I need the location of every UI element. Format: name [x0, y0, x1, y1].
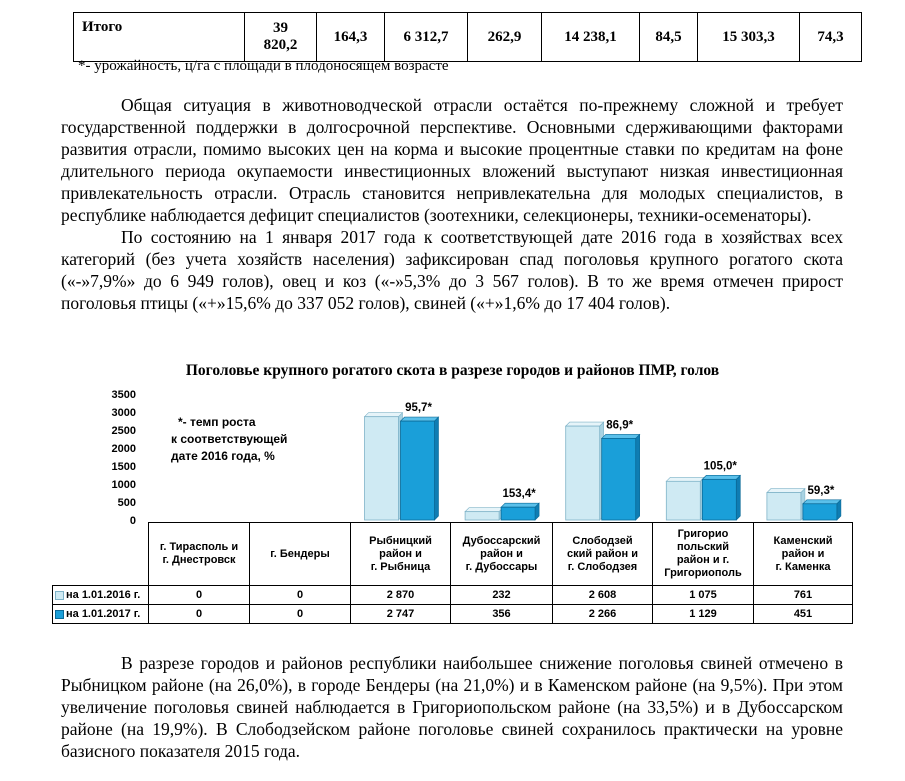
bar-top: [401, 417, 439, 421]
legend-swatch-2017: [55, 610, 64, 619]
category-label-line: г. Каменка: [775, 560, 831, 573]
bar-2016: [465, 512, 499, 520]
value-cell: 761: [754, 586, 853, 605]
legend-2016: [53, 586, 149, 605]
bar-top: [465, 508, 503, 512]
value-cell: 0: [149, 586, 250, 605]
bar-side: [636, 434, 640, 520]
growth-rate-label: 105,0*: [703, 460, 737, 473]
bar-top: [501, 503, 539, 507]
category-label: [351, 523, 451, 586]
category-label-line: г. Бендеры: [270, 547, 330, 560]
paragraph-text: Общая ситуация в животноводческой отрасли остаётся по-прежнему сложной и требует государственной поддержки в долгосрочной перспективе. Основными сдерживающими факторами развития отрасли, помимо высоких цен на корма и высокие процентные ставки по кредитам на фоне длительного периода окупаемости инвестиционных вложений выступают низкая инвестиционная привлекательность отрасли. Отрасль становится непривлекательна для молодых специалистов, в республике наблюдается дефицит специалистов (зоотехники, селекционеры, техники-осеменаторы).: [61, 95, 843, 225]
category-label-line: Григорио: [677, 528, 729, 540]
category-label-line: район и: [781, 547, 825, 560]
paragraph-text: В разрезе городов и районов республики наибольшее снижение поголовья свиней отмечено в Рыбницком районе (на 26,0%), в городе Бендеры (на 21,0%) и в Каменском районе (на 9,5%). При этом увеличение поголовья свиней наблюдается в Григориопольском районе (на 33,5%) и в Дубоссарском районе (на 19,9%). В Слободзейском районе поголовье свиней сохранилось практически на уровне базисного показателя 2015 года.: [61, 653, 843, 761]
growth-rate-label: 59,3*: [807, 484, 835, 497]
bar-top: [602, 434, 640, 438]
growth-rate-label: 95,7*: [405, 402, 432, 415]
category-label-line: г. Дубоссары: [465, 560, 538, 573]
summary-table: [73, 12, 862, 62]
value-cell: 2 870: [351, 586, 451, 605]
value-cell: 356: [451, 605, 553, 624]
paragraph-pigs-by-region: [61, 652, 843, 762]
paragraph-livestock-situation: [61, 94, 843, 314]
category-label-line: Григориополь: [664, 567, 742, 579]
summary-cell: 84,5: [640, 13, 698, 62]
category-row: [53, 523, 853, 586]
summary-cell: 14 238,1: [542, 13, 640, 62]
series-row-2017: [53, 605, 853, 624]
value-cell: 451: [754, 605, 853, 624]
bar-2016: [566, 426, 600, 520]
value-cell: 232: [451, 586, 553, 605]
value-cell: 0: [250, 605, 351, 624]
category-label-line: ский район и: [567, 547, 638, 560]
category-label: [653, 523, 754, 586]
bar-side: [700, 477, 704, 520]
bar-2016: [365, 417, 399, 520]
y-tick-label: 1000: [111, 479, 136, 491]
value-cell: 2 608: [553, 586, 653, 605]
bar-2017: [602, 438, 636, 520]
value-cell: 0: [250, 586, 351, 605]
category-label-line: Слободзей: [572, 534, 633, 547]
category-label-line: район и: [480, 547, 523, 560]
category-label: [250, 523, 351, 586]
bar-top: [767, 489, 805, 493]
chart-note-line: дате 2016 года, %: [171, 449, 275, 463]
chart-note: [171, 415, 287, 463]
category-label: [451, 523, 553, 586]
category-label-line: г. Рыбница: [370, 560, 431, 573]
bar-side: [837, 500, 841, 520]
growth-rate-label: 153,4*: [502, 488, 536, 501]
category-label-line: район и г.: [676, 554, 730, 566]
bar-2017: [501, 507, 535, 520]
table-corner: [53, 523, 149, 586]
category-label-line: Дубоссарский: [462, 534, 541, 547]
summary-cell: 39 820,2: [245, 13, 317, 62]
value-cell: 1 129: [653, 605, 754, 624]
legend-label: на 1.01.2016 г.: [66, 589, 141, 601]
table-footnote: *- урожайность, ц/га с площади в плодоносящем возрасте: [78, 58, 449, 74]
bar-top: [803, 500, 841, 504]
category-label: [553, 523, 653, 586]
bar-side: [499, 508, 503, 520]
chart-data-table: [52, 522, 853, 624]
summary-row-label: Итого: [74, 13, 245, 62]
bar-side: [535, 503, 539, 520]
bar-side: [801, 489, 805, 520]
bar-2017: [702, 479, 736, 520]
legend-label: на 1.01.2017 г.: [66, 608, 141, 620]
y-axis: [112, 389, 136, 527]
summary-cell: 15 303,3: [698, 13, 800, 62]
bar-2017: [401, 421, 435, 520]
y-tick-label: 3500: [111, 389, 136, 401]
chart-note-line: к соответствующей: [171, 432, 288, 446]
value-cell: 0: [149, 605, 250, 624]
chart-title: Поголовье крупного рогатого скота в разрезе городов и районов ПМР, голов: [185, 362, 720, 379]
bar-2016: [666, 481, 700, 520]
y-tick-label: 500: [117, 497, 136, 509]
summary-cell: 262,9: [468, 13, 542, 62]
category-label-line: г. Слободзея: [567, 560, 638, 573]
y-tick-label: 1500: [111, 461, 136, 473]
bar-top: [702, 475, 740, 479]
summary-row-total: [74, 13, 862, 62]
bar-top: [365, 413, 403, 417]
bar-top: [566, 422, 604, 426]
y-tick-label: 0: [129, 515, 136, 527]
value-cell: 2 266: [553, 605, 653, 624]
legend-swatch-2016: [55, 591, 64, 600]
bar-2016: [767, 493, 801, 520]
value-cell: 1 075: [653, 586, 754, 605]
chart-note-line: *- темп роста: [178, 415, 256, 429]
category-label-line: район и: [379, 547, 422, 560]
y-tick-label: 3000: [111, 407, 136, 419]
growth-rate-label: 86,9*: [606, 419, 634, 432]
value-cell: 2 747: [351, 605, 451, 624]
category-label: [754, 523, 853, 586]
category-label-line: Рыбницкий: [369, 534, 432, 547]
bar-side: [600, 422, 604, 520]
category-label-line: г. Днестровск: [162, 554, 236, 566]
bar-side: [435, 417, 439, 520]
series-row-2016: [53, 586, 853, 605]
paragraph-text: По состоянию на 1 января 2017 года к соответствующей дате 2016 года в хозяйствах всех категорий (без учета хозяйств населения) зафиксирован спад поголовья крупного рогатого скота («-»7,9%» до 6 949 голов), овец и коз («-»5,3% до 3 567 голов). В то же время отмечен прирост поголовья птицы («+»15,6% до 337 052 голов), свиней («+»1,6% до 17 404 голов).: [61, 227, 843, 313]
bar-side: [736, 475, 740, 520]
summary-cell: 6 312,7: [385, 13, 468, 62]
category-label-line: г. Тирасполь и: [159, 541, 239, 553]
category-label-line: Каменский: [773, 534, 833, 547]
category-label-line: польский: [677, 541, 729, 553]
bars-group: [365, 402, 841, 520]
y-tick-label: 2000: [111, 443, 136, 455]
bar-side: [399, 413, 403, 520]
bar-top: [666, 477, 704, 481]
y-tick-label: 2500: [111, 425, 136, 437]
summary-cell: 164,3: [317, 13, 385, 62]
summary-cell: 74,3: [800, 13, 862, 62]
legend-2017: [53, 605, 149, 624]
category-label: [149, 523, 250, 586]
bar-2017: [803, 504, 837, 520]
